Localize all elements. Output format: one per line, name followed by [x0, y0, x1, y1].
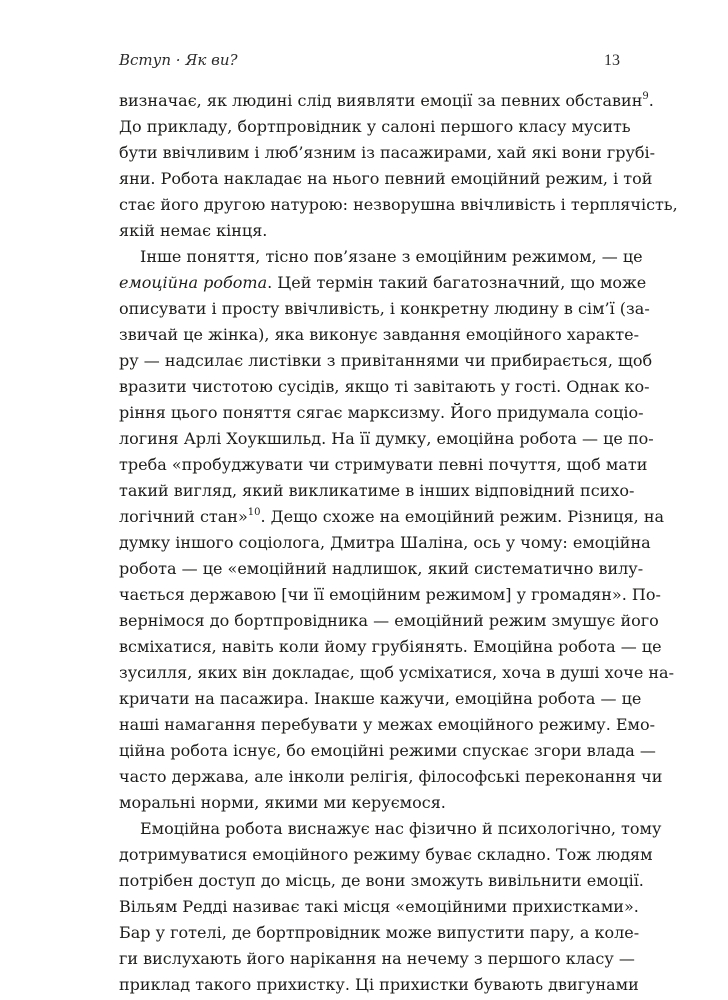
- line-text: часто держава, але інколи релігія, філософські переконання чи: [119, 767, 663, 786]
- line-text: моральні норми, якими ми керуємося.: [119, 793, 446, 812]
- text-line: [119, 920, 640, 946]
- line-text: Вільям Редді називає такі місця «емоційними прихистками».: [119, 897, 639, 916]
- line-text: звичай це жінка), яка виконує завдання емоційного характе-: [119, 325, 639, 344]
- text-line: [119, 218, 622, 244]
- text-line: [119, 660, 674, 686]
- line-text: думку іншого соціолога, Дмитра Шаліна, ось у чому: емоційна: [119, 533, 651, 552]
- line-text: кричати на пасажира. Інакше кажучи, емоційна робота — це: [119, 689, 642, 708]
- text-line: [119, 166, 653, 192]
- text-line: [119, 452, 648, 478]
- line-text: До прикладу, бортпровідник у салоні першого класу мусить: [119, 117, 631, 136]
- text-line: [119, 712, 656, 738]
- footnote-marker[interactable]: 10: [247, 507, 261, 518]
- text-line: [119, 348, 653, 374]
- text-line: [119, 946, 635, 972]
- page-number: 13: [604, 52, 620, 69]
- line-text: вразити чистотою сусідів, якщо ті завітають у гості. Однак ко-: [119, 377, 650, 396]
- line-text: стає його другою натурою: незворушна ввічливість і терплячість,: [119, 195, 678, 214]
- line-text: всміхатися, навіть коли йому грубіянять. Емоційна робота — це: [119, 637, 662, 656]
- line-text: потрібен доступ до місць, де вони зможуть вивільнити емоції.: [119, 871, 644, 890]
- line-text: ру — надсилає листівки з привітаннями чи прибирається, щоб: [119, 351, 653, 370]
- text-line: [119, 322, 639, 348]
- line-text-continued: . Дещо схоже на емоційний режим. Різниця, на: [260, 507, 665, 526]
- footnote-marker[interactable]: 9: [642, 91, 649, 102]
- text-line: [119, 504, 665, 530]
- line-text: ційна робота існує, бо емоційні режими спускає згори влада —: [119, 741, 656, 760]
- text-line: [119, 582, 661, 608]
- line-text: ріння цього поняття сягає марксизму. Його придумала соціо-: [119, 403, 644, 422]
- line-text: приклад такого прихистку. Ці прихистки бувають двигунами: [119, 975, 639, 994]
- running-title: Вступ · Як ви?: [119, 51, 238, 69]
- line-text: Бар у готелі, де бортпровідник може випустити пару, а коле-: [119, 923, 640, 942]
- line-text: . Цей термін такий багатозначний, що може: [267, 273, 647, 292]
- text-line: [119, 738, 656, 764]
- line-text: вернімося до бортпровідника — емоційний режим змушує його: [119, 611, 659, 630]
- line-text: наші намагання перебувати у межах емоційного режиму. Емо-: [119, 715, 656, 734]
- text-line: [119, 556, 644, 582]
- line-text: дотримуватися емоційного режиму буває складно. Тож людям: [119, 845, 653, 864]
- text-line: [119, 764, 663, 790]
- text-line: [119, 790, 622, 816]
- text-line: [119, 972, 639, 998]
- line-text: бути ввічливим і люб’язним із пасажирами, хай які вони грубі-: [119, 143, 656, 162]
- line-text-continued: .: [648, 91, 654, 110]
- text-line: [119, 686, 642, 712]
- line-text: Емоційна робота виснажує нас фізично й психологічно, тому: [140, 819, 662, 838]
- text-line: [119, 88, 654, 114]
- text-line: [119, 478, 635, 504]
- text-line: [119, 270, 647, 296]
- line-text: ги вислухають його нарікання на нечему з першого класу —: [119, 949, 635, 968]
- line-text: якій немає кінця.: [119, 221, 268, 240]
- text-line: [119, 296, 650, 322]
- line-text: логічний стан»: [119, 507, 248, 526]
- text-line: [119, 192, 678, 218]
- line-text: чається державою [чи її емоційним режимом] у громадян». По-: [119, 585, 661, 604]
- text-line: [119, 842, 653, 868]
- line-text: визначає, як людині слід виявляти емоції за певних обставин: [119, 91, 643, 110]
- text-line: [119, 608, 659, 634]
- text-line: [119, 374, 650, 400]
- text-line: [119, 530, 651, 556]
- text-line: [119, 400, 644, 426]
- text-line: [119, 140, 656, 166]
- line-text: Інше поняття, тісно пов’язане з емоційним режимом, — це: [140, 247, 643, 266]
- line-text: зусилля, яких він докладає, щоб усміхатися, хоча в душі хоче на-: [119, 663, 674, 682]
- line-text: треба «пробуджувати чи стримувати певні почуття, щоб мати: [119, 455, 648, 474]
- line-text: такий вигляд, який викликатиме в інших відповідний психо-: [119, 481, 635, 500]
- italic-term: емоційна робота: [119, 273, 268, 292]
- text-line: [119, 894, 639, 920]
- text-line: [119, 244, 643, 270]
- text-line: [119, 426, 654, 452]
- text-line: [119, 868, 644, 894]
- line-text: робота — це «емоційний надлишок, який систематично вилу-: [119, 559, 644, 578]
- running-header: [119, 51, 620, 73]
- line-text: логиня Арлі Хоукшильд. На її думку, емоційна робота — це по-: [119, 429, 654, 448]
- line-text: яни. Робота накладає на нього певний емоційний режим, і той: [119, 169, 653, 188]
- text-line: [119, 634, 662, 660]
- text-line: [119, 816, 662, 842]
- line-text: описувати і просту ввічливість, і конкретну людину в сім’ї (за-: [119, 299, 650, 318]
- body-text: [119, 88, 678, 998]
- text-line: [119, 114, 631, 140]
